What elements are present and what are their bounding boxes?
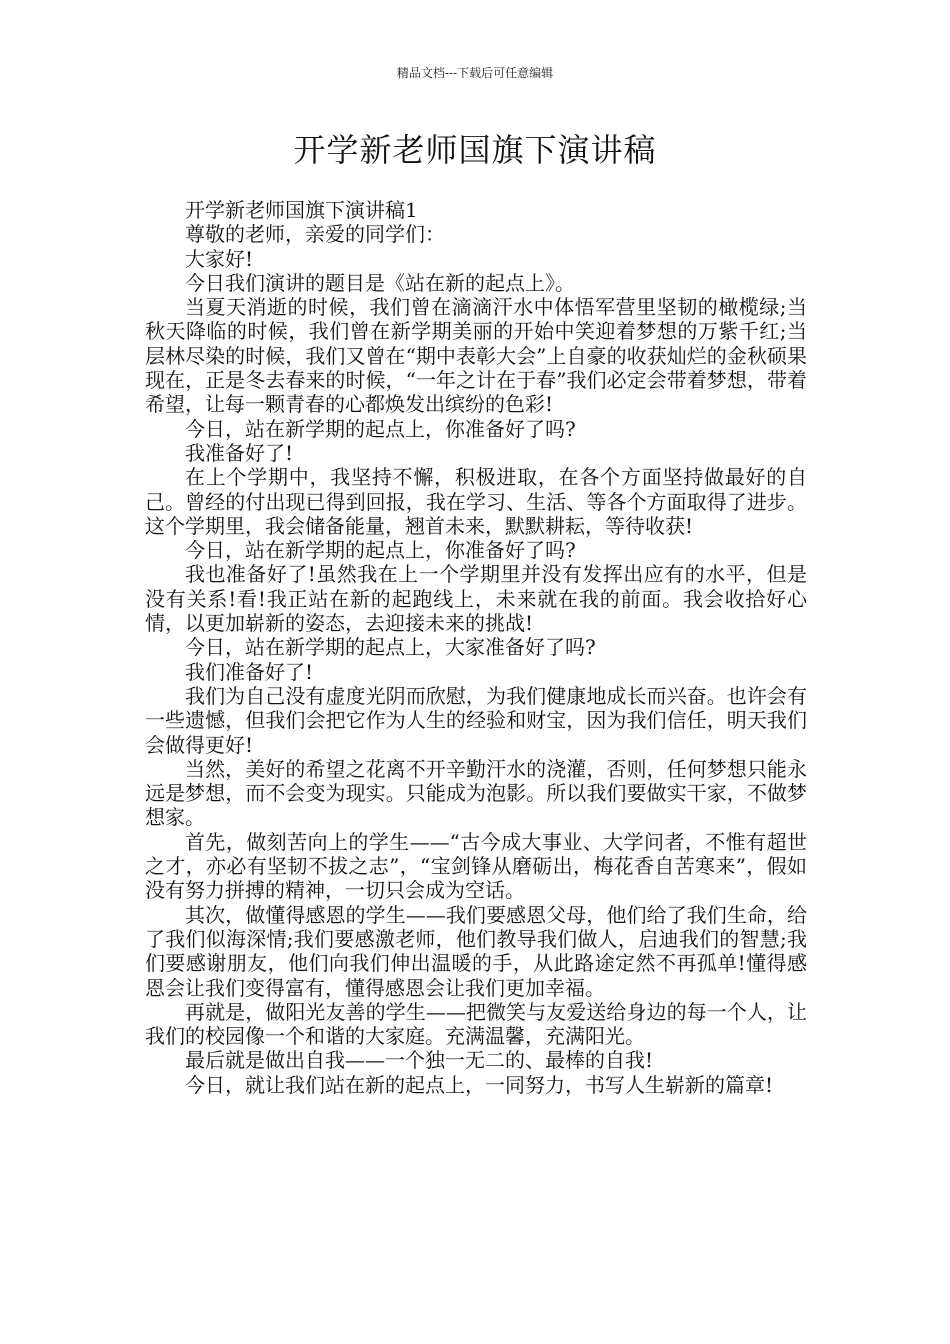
paragraph: 我们准备好了! bbox=[185, 659, 314, 684]
paragraph: 我们为自己没有虚度光阴而欣慰，为我们健康地成长而兴奋。也许会有一些遗憾，但我们会把它作为人生的经验和财宝，因为我们信任，明天我们会做得更好! bbox=[145, 683, 807, 757]
paragraph: 最后就是做出自我——一个独一无二的、最棒的自我! bbox=[185, 1048, 654, 1073]
paragraph: 当然，美好的希望之花离不开辛勤汗水的浇灌，否则，任何梦想只能永远是梦想，而不会变为现实。只能成为泡影。所以我们要做实干家，不做梦想家。 bbox=[145, 756, 807, 830]
paragraph-closing: 今日，就让我们站在新的起点上，一同努力，书写人生崭新的篇章! bbox=[185, 1072, 774, 1097]
paragraph: 首先，做刻苦向上的学生——“古今成大事业、大学问者，不惟有超世之才，亦必有坚韧不拔之志”，“宝剑锋从磨砺出，梅花香自苦寒来”，假如没有努力拼搏的精神，一切只会成为空话。 bbox=[145, 829, 807, 903]
document-title: 开学新老师国旗下演讲稿 bbox=[293, 131, 657, 169]
paragraph: 在上个学期中，我坚持不懈，积极进取，在各个方面坚持做最好的自己。曾经的付出现已得到回报，我在学习、生活、等各个方面取得了进步。这个学期里，我会储备能量，翘首未来，默默耕耘，等待收获! bbox=[145, 465, 807, 538]
paragraph: 今日我们演讲的题目是《站在新的起点上》。 bbox=[185, 270, 575, 295]
header-note: 精品文档---下载后可任意编辑 bbox=[396, 66, 554, 80]
paragraph-salutation: 尊敬的老师，亲爱的同学们： bbox=[185, 222, 445, 247]
paragraph: 我准备好了! bbox=[185, 440, 294, 465]
paragraph: 当夏天消逝的时候，我们曾在滴滴汗水中体悟军营里坚韧的橄榄绿;当秋天降临的时候，我们曾在新学期美丽的开始中笑迎着梦想的万紫千红;当层林尽染的时候，我们又曾在“期中表彰大会”上自豪的收获灿烂的金秋硕果现在，正是冬去春来的时候，“一年之计在于春”我们必定会带着梦想，带着希望，让每一颗青春的心都焕发出缤纷的色彩! bbox=[145, 295, 807, 417]
document-body bbox=[145, 198, 807, 1097]
paragraph: 今日，站在新学期的起点上，你准备好了吗? bbox=[185, 416, 576, 441]
paragraph-greeting: 大家好! bbox=[185, 246, 254, 271]
paragraph: 今日，站在新学期的起点上，大家准备好了吗? bbox=[185, 635, 596, 660]
paragraph: 其次，做懂得感恩的学生——我们要感恩父母，他们给了我们生命，给了我们似海深情;我们要感激老师，他们教导我们做人，启迪我们的智慧;我们要感谢朋友，他们向我们伸出温暖的手，从此路途定然不再孤单!懂得感恩会让我们变得富有，懂得感恩会让我们更加幸福。 bbox=[145, 902, 807, 1000]
paragraph: 今日，站在新学期的起点上，你准备好了吗? bbox=[185, 538, 576, 563]
paragraph: 我也准备好了!虽然我在上一个学期里并没有发挥出应有的水平，但是没有关系!看!我正站在新的起跑线上，未来就在我的前面。我会收拾好心情，以更加崭新的姿态，去迎接未来的挑战! bbox=[145, 562, 807, 636]
paragraph-subtitle: 开学新老师国旗下演讲稿1 bbox=[185, 198, 418, 222]
paragraph: 再就是，做阳光友善的学生——把微笑与友爱送给身边的每一个人，让我们的校园像一个和谐的大家庭。充满温馨，充满阳光。 bbox=[145, 999, 807, 1049]
